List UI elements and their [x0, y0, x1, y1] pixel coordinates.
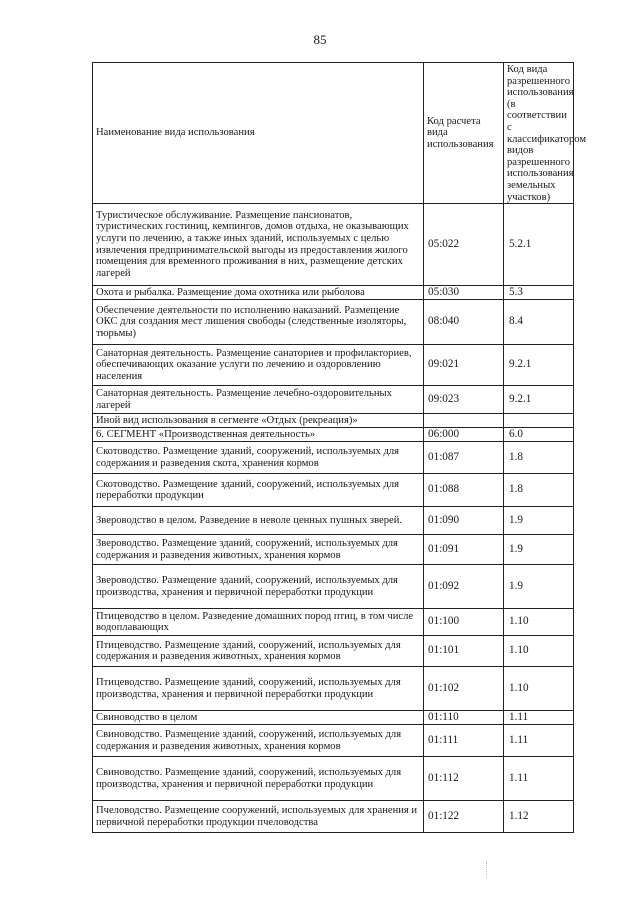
row-calc-code: 01:090 — [424, 507, 504, 535]
row-vri-code: 5.2.1 — [504, 204, 574, 286]
table-row — [93, 414, 574, 428]
table-row — [93, 386, 574, 414]
row-name: Звероводство в целом. Разведение в неволе ценных пушных зверей. — [93, 507, 424, 535]
table-row — [93, 609, 574, 636]
row-vri-code: 1.8 — [504, 442, 574, 474]
row-vri-code: 9.2.1 — [504, 386, 574, 414]
table-row — [93, 711, 574, 725]
header-use-name: Наименование вида использования — [93, 63, 424, 204]
table-row — [93, 204, 574, 286]
row-calc-code: 05:022 — [424, 204, 504, 286]
row-calc-code: 09:023 — [424, 386, 504, 414]
table-row — [93, 667, 574, 711]
table-header-row — [93, 63, 574, 204]
row-vri-code: 1.9 — [504, 507, 574, 535]
row-calc-code — [424, 414, 504, 428]
row-calc-code: 01:102 — [424, 667, 504, 711]
row-vri-code: 1.11 — [504, 725, 574, 757]
row-calc-code: 09:021 — [424, 345, 504, 386]
row-name: Свиноводство. Размещение зданий, сооружений, используемых для содержания и разведения животных, хранения кормов — [93, 725, 424, 757]
table-row — [93, 535, 574, 565]
page-number: 85 — [313, 32, 327, 47]
row-name: Иной вид использования в сегменте «Отдых (рекреация)» — [93, 414, 424, 428]
row-calc-code: 06:000 — [424, 428, 504, 442]
row-vri-code: 6.0 — [504, 428, 574, 442]
row-calc-code: 01:111 — [424, 725, 504, 757]
land-use-table — [92, 62, 587, 833]
row-vri-code: 1.8 — [504, 474, 574, 507]
row-calc-code: 01:101 — [424, 636, 504, 667]
row-vri-code: 5.3 — [504, 286, 574, 300]
row-vri-code — [504, 414, 574, 428]
table-row — [93, 428, 574, 442]
row-calc-code: 01:088 — [424, 474, 504, 507]
row-name: Птицеводство. Размещение зданий, сооружений, используемых для производства, хранения и первичной переработки продукции — [93, 667, 424, 711]
row-vri-code: 1.10 — [504, 609, 574, 636]
row-calc-code: 01:122 — [424, 801, 504, 833]
table-row — [93, 300, 574, 345]
row-name: Звероводство. Размещение зданий, сооружений, используемых для содержания и разведения животных, хранения кормов — [93, 535, 424, 565]
row-name: Санаторная деятельность. Размещение лечебно-оздоровительных лагерей — [93, 386, 424, 414]
row-name: Пчеловодство. Размещение сооружений, используемых для хранения и первичной переработки продукции пчеловодства — [93, 801, 424, 833]
row-vri-code: 1.11 — [504, 711, 574, 725]
table-row — [93, 507, 574, 535]
row-name: Звероводство. Размещение зданий, сооружений, используемых для производства, хранения и первичной переработки продукции — [93, 565, 424, 609]
row-calc-code: 01:112 — [424, 757, 504, 801]
table-row — [93, 442, 574, 474]
row-name: Птицеводство в целом. Разведение домашних пород птиц, в том числе водоплавающих — [93, 609, 424, 636]
header-calc-code: Код расчета вида использования — [424, 63, 504, 204]
row-name: Санаторная деятельность. Размещение санаториев и профилакториев, обеспечивающих оказание услуги по лечению и оздоровлению населения — [93, 345, 424, 386]
row-vri-code: 1.9 — [504, 565, 574, 609]
row-vri-code: 1.10 — [504, 667, 574, 711]
row-calc-code: 08:040 — [424, 300, 504, 345]
row-calc-code: 01:100 — [424, 609, 504, 636]
row-vri-code: 8.4 — [504, 300, 574, 345]
row-vri-code: 1.12 — [504, 801, 574, 833]
row-name: Птицеводство. Размещение зданий, сооружений, используемых для содержания и разведения животных, хранения кормов — [93, 636, 424, 667]
table-row — [93, 636, 574, 667]
land-use-table-container — [92, 62, 587, 833]
table-row — [93, 286, 574, 300]
row-calc-code: 01:092 — [424, 565, 504, 609]
row-name: Туристическое обслуживание. Размещение пансионатов, туристических гостиниц, кемпингов, домов отдыха, не оказывающих услуги по лечению, а также иных зданий, используемых с целью извлечения предпринимательской выгоды из предоставления жилого помещения для временного проживания в них, размещение детских лагерей — [93, 204, 424, 286]
table-row — [93, 474, 574, 507]
table-row — [93, 801, 574, 833]
row-vri-code: 1.9 — [504, 535, 574, 565]
scan-margin-mark — [486, 862, 488, 878]
row-name: Обеспечение деятельности по исполнению наказаний. Размещение ОКС для создания мест лишения свободы (следственные изоляторы, тюрьмы) — [93, 300, 424, 345]
row-name: Скотоводство. Размещение зданий, сооружений, используемых для переработки продукции — [93, 474, 424, 507]
row-name: 6. СЕГМЕНТ «Производственная деятельность» — [93, 428, 424, 442]
row-vri-code: 1.10 — [504, 636, 574, 667]
row-vri-code: 9.2.1 — [504, 345, 574, 386]
row-name: Охота и рыбалка. Размещение дома охотника или рыболова — [93, 286, 424, 300]
table-row — [93, 757, 574, 801]
row-name: Скотоводство. Размещение зданий, сооружений, используемых для содержания и разведения скота, хранения кормов — [93, 442, 424, 474]
row-calc-code: 01:087 — [424, 442, 504, 474]
row-calc-code: 01:091 — [424, 535, 504, 565]
table-row — [93, 725, 574, 757]
row-calc-code: 05:030 — [424, 286, 504, 300]
table-row — [93, 565, 574, 609]
row-name: Свиноводство. Размещение зданий, сооружений, используемых для производства, хранения и первичной переработки продукции — [93, 757, 424, 801]
header-vri-code: Код вида разрешенного использования (в соответствии с классификатором видов разрешенного использования земельных участков) — [504, 63, 574, 204]
row-name: Свиноводство в целом — [93, 711, 424, 725]
row-calc-code: 01:110 — [424, 711, 504, 725]
row-vri-code: 1.11 — [504, 757, 574, 801]
table-row — [93, 345, 574, 386]
